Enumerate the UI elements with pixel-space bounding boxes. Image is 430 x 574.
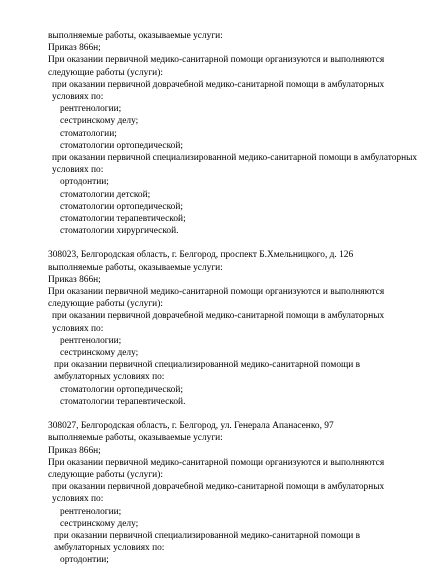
premedical-care-condition: при оказании первичной доврачебной медико-санитарной помощи в амбулаторных условиях по: (52, 482, 385, 505)
address-block-1 (48, 30, 418, 237)
service-item: сестринскому делу; (60, 116, 139, 127)
service-item: сестринскому делу; (60, 348, 139, 359)
service-item: стоматологии ортопедической; (60, 384, 183, 395)
primary-care-intro: При оказании первичной медико-санитарной помощи организуются и выполняются следующие работы (услуги): (48, 457, 385, 480)
service-item: стоматологии ортопедической; (60, 201, 183, 212)
service-item: ортодонтии; (60, 555, 109, 566)
service-item: стоматологии хирургической. (60, 226, 179, 237)
block-spacer (48, 237, 418, 249)
address-line: 308027, Белгородская область, г. Белгород, ул. Генерала Апанасенко, 97 (48, 421, 334, 432)
service-item: рентгенологии; (60, 506, 122, 517)
service-item: стоматологии терапевтической; (60, 214, 186, 225)
document-page (48, 30, 418, 567)
service-item: сестринскому делу; (60, 518, 139, 529)
services-heading: выполняемые работы, оказываемые услуги: (48, 433, 223, 444)
address-line: 308023, Белгородская область, г. Белгород, проспект Б.Хмельницкого, д. 126 (48, 250, 354, 261)
premedical-care-condition: при оказании первичной доврачебной медико-санитарной помощи в амбулаторных условиях по: (52, 79, 385, 103)
services-heading: выполняемые работы, оказываемые услуги: (48, 31, 223, 41)
order-reference: Приказ 866н; (48, 274, 101, 285)
service-item: стоматологии терапевтической. (60, 396, 186, 407)
order-reference: Приказ 866н; (48, 445, 101, 456)
service-item: стоматологии ортопедической; (60, 140, 183, 151)
service-item: рентгенологии; (60, 104, 122, 115)
address-block-3 (48, 420, 418, 566)
service-item: рентгенологии; (60, 335, 122, 346)
premedical-care-condition: при оказании первичной доврачебной медико-санитарной помощи в амбулаторных условиях по: (52, 311, 385, 334)
primary-care-intro: При оказании первичной медико-санитарной помощи организуются и выполняются следующие работы (услуги): (48, 55, 385, 78)
specialized-care-condition: при оказании первичной специализированной медико-санитарной помощи в амбулаторных условиях по: (54, 530, 361, 554)
order-reference: Приказ 866н; (48, 43, 101, 54)
address-block-2 (48, 249, 418, 408)
service-item: стоматологии; (60, 128, 117, 139)
block-spacer (48, 408, 418, 420)
service-item: стоматологии детской; (60, 189, 151, 200)
specialized-care-condition: при оказании первичной специализированной медико-санитарной помощи в амбулаторных условиях по: (54, 360, 361, 383)
service-item: ортодонтии; (60, 177, 109, 188)
specialized-care-condition: при оказании первичной специализированной медико-санитарной помощи в амбулаторных условиях по: (52, 153, 418, 176)
services-heading: выполняемые работы, оказываемые услуги: (48, 262, 223, 273)
primary-care-intro: При оказании первичной медико-санитарной помощи организуются и выполняются следующие работы (услуги): (48, 287, 385, 310)
